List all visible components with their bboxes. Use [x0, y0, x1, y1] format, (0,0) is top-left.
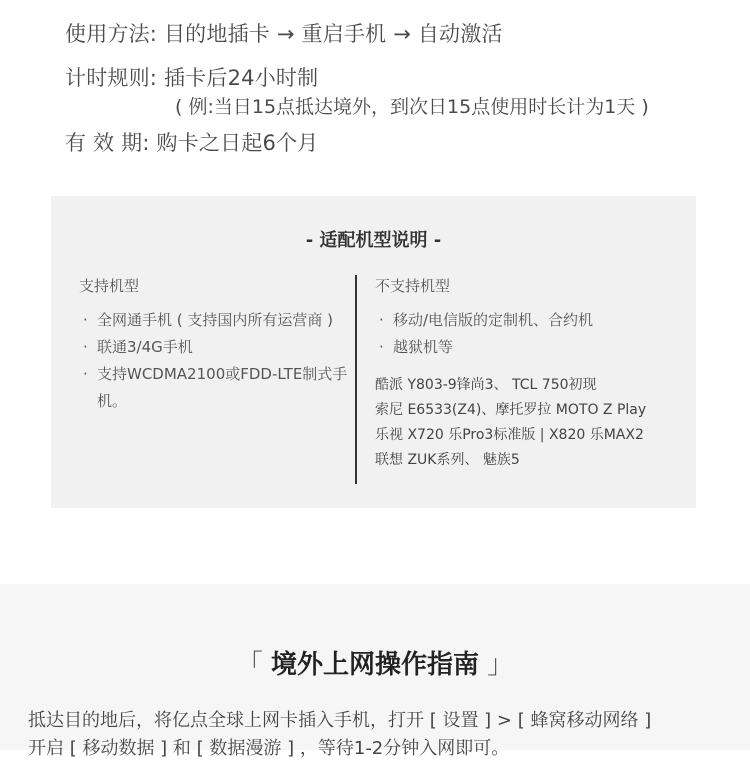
billing-row	[65, 62, 318, 92]
model-line: 乐视 X720 乐Pro3标准版 | X820 乐MAX2	[375, 427, 644, 443]
guide-line: 抵达目的地后，将亿点全球上网卡插入手机，打开 [ 设置 ] > [ 蜂窝移动网络 ]	[28, 710, 652, 731]
guide-instructions	[28, 707, 728, 763]
guide-line: 开启 [ 移动数据 ] 和 [ 数据漫游 ] ，等待1-2分钟入网即可。	[28, 738, 510, 759]
unsupported-item: · 移动/电信版的定制机、合约机	[379, 311, 594, 329]
guide-title-text: 境外上网操作指南	[270, 650, 479, 680]
model-line: 酷派 Y803-9锋尚3、 TCL 750初现	[375, 377, 597, 393]
usage-label: 使用方法:	[65, 22, 158, 46]
billing-label: 计时规则:	[65, 66, 158, 90]
billing-value: 插卡后24小时制	[163, 66, 319, 90]
guide-title-bracket-close: 」	[487, 650, 514, 680]
supported-item: · 全网通手机 ( 支持国内所有运营商 )	[83, 311, 334, 329]
model-line: 索尼 E6533(Z4)、摩托罗拉 MOTO Z Play	[375, 402, 647, 418]
guide-title-bracket-open: 「	[236, 650, 263, 680]
usage-row	[65, 18, 503, 48]
supported-heading: 支持机型	[79, 277, 140, 295]
supported-item: · 联通3/4G手机	[83, 338, 193, 356]
unsupported-heading: 不支持机型	[375, 277, 451, 295]
validity-row	[65, 127, 319, 157]
validity-value: 购卡之日起6个月	[156, 131, 319, 155]
compatibility-panel	[51, 196, 696, 508]
billing-note: ( 例:当日15点抵达境外，到次日15点使用时长计为1天 )	[175, 96, 649, 118]
supported-item: · 支持WCDMA2100或FDD-LTE制式手机。	[83, 365, 348, 410]
column-divider	[355, 275, 357, 484]
compatibility-title: - 适配机型说明 -	[305, 230, 442, 251]
validity-label: 有 效 期:	[65, 131, 150, 155]
guide-title	[0, 644, 750, 681]
unsupported-column	[375, 276, 675, 473]
model-line: 联想 ZUK系列、 魅族5	[375, 452, 520, 468]
unsupported-model-list	[375, 373, 675, 473]
guide-section	[0, 584, 750, 759]
supported-column	[79, 276, 354, 415]
unsupported-item: · 越狱机等	[379, 338, 454, 356]
usage-value: 目的地插卡 → 重启手机 → 自动激活	[163, 22, 503, 46]
